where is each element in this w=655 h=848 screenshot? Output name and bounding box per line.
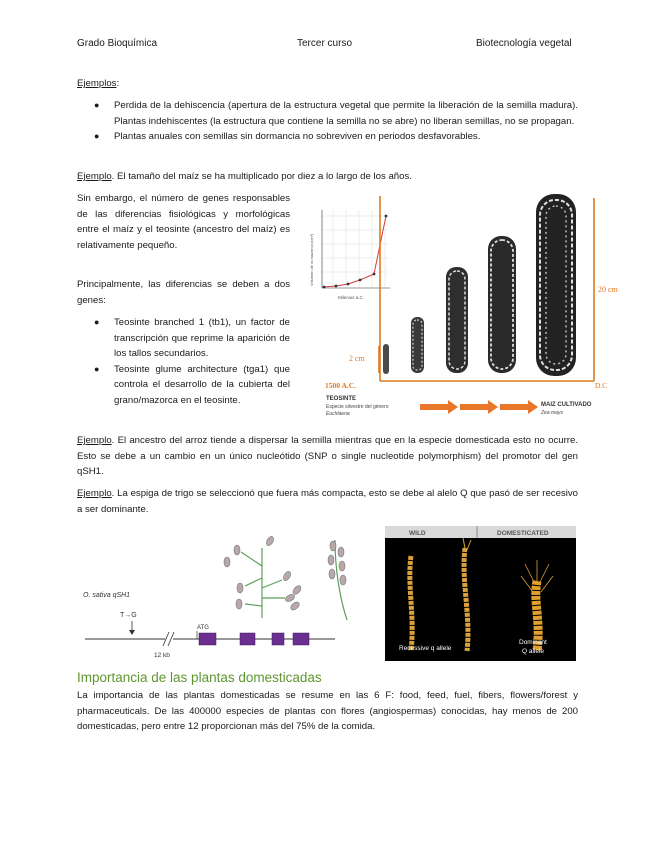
scale-2cm: 2 cm <box>349 354 365 363</box>
scale-20cm: 20 cm <box>598 285 618 294</box>
inset-point <box>385 215 388 218</box>
cultivated-species: Zea mays <box>541 410 563 416</box>
dominant-label-1: Dominant <box>519 639 547 646</box>
teosinte-genus: Euchlaena <box>326 411 350 417</box>
gene-list <box>77 315 290 409</box>
list-item <box>77 362 290 409</box>
wild-label: WILD <box>409 530 426 537</box>
header-center: Tercer curso <box>297 38 353 49</box>
wheat-bg <box>385 526 576 661</box>
list-item <box>77 98 578 129</box>
wild-rice-panicle <box>241 548 285 618</box>
inset-point <box>323 286 326 289</box>
section-title: Importancia de las plantas domesticadas <box>77 670 322 685</box>
cob-cultivated <box>536 194 576 376</box>
bullet-text: Perdida de la dehiscencia (apertura de la estructura vegetal que permite la liberación de la semilla madura). Plantas indehiscentes (la estructura que contiene la semilla no se abre) no liberan semillas, no se propagan. <box>114 100 578 127</box>
recessive-label: Recessive q allele <box>399 645 452 652</box>
teosinte-label: TEOSINTE <box>326 396 357 402</box>
wheat-example <box>77 486 578 517</box>
distance-label: 12 kb <box>154 652 170 659</box>
maize-evolution-figure <box>308 186 630 424</box>
teosinte-desc: Especie silvestre del género <box>326 404 389 410</box>
cultivated-label: MAIZ CULTIVADO <box>541 402 592 408</box>
rice-grains <box>224 535 303 611</box>
sin-embargo-paragraph: Sin embargo, el número de genes responsables de las diferencias fisiológicas y morfológicas entre el maíz y el teosinte (ancestro del maíz) es relativamente pequeño. <box>77 193 290 251</box>
bullet-icon: ● <box>94 131 100 142</box>
cob-teosinte <box>383 344 389 374</box>
snp-label: T→G <box>120 612 137 619</box>
domesticated-label: DOMESTICATED <box>497 530 549 537</box>
gene-text: Teosinte glume architecture (tga1) que controla el desarrollo de la cubierta del grano/mazorca en el teosinte. <box>114 363 290 406</box>
wheat-sentence: . La espiga de trigo se seleccionó que fuera más compacta, esto se debe al alelo Q que pasó de ser recesivo a ser dominante. <box>77 488 578 515</box>
inset-point <box>347 283 350 286</box>
maize-sentence: . El tamaño del maíz se ha multiplicado por diez a lo largo de los años. <box>111 171 412 182</box>
timeline-start: 1500 A.C. <box>325 381 357 390</box>
bullet-text: Plantas anuales con semillas sin dormancia no sobreviven en periodos desfavorables. <box>114 131 481 143</box>
gene-text: Teosinte branched 1 (tb1), un factor de transcripción que reprime la aparición de los tallos secundarios. <box>114 317 290 360</box>
inset-point <box>335 285 338 288</box>
ejemplos-label: Ejemplos <box>77 78 117 89</box>
inset-xlabel: Milenios a.C. <box>338 295 365 300</box>
ejemplos-list <box>77 98 578 145</box>
exon <box>199 633 216 645</box>
rice-sentence: . El ancestro del arroz tiende a dispersar la semilla mientras que en la especie domesticada esto no ocurre. Esto se debe a un cambio en un único nucleótido (SNP o single nucleotide polymorphism) del promotor del gen qSH1. <box>77 435 578 478</box>
wheat-q-allele-figure <box>385 526 576 661</box>
list-item <box>77 315 290 362</box>
rice-species-label: O. sativa qSH1 <box>83 592 131 599</box>
rice-example <box>77 433 578 480</box>
exon <box>272 633 284 645</box>
inset-point <box>373 273 376 276</box>
inset-point <box>359 279 362 282</box>
closing-paragraph: La importancia de las plantas domesticadas se resume en las 6 F: food, feed, fuel, fibers, flowers/forest y pharmaceuticals. De las 400000 especies de plantas con flores (angiospermas) conocidas, hay menos de 200 domesticadas, pero entre 12 proporcionan más del 75% de la comida. <box>77 690 578 733</box>
bullet-icon: ● <box>94 363 100 374</box>
domesticated-rice-panicle <box>328 540 347 620</box>
inset-ylabel: Volumen de la mazorca (cm³) <box>309 233 314 286</box>
cob-2 <box>411 317 424 373</box>
ejemplos-heading <box>77 76 119 92</box>
snp-arrow-head <box>129 630 135 635</box>
exon <box>240 633 255 645</box>
cob-3 <box>446 267 468 373</box>
exon <box>293 633 309 645</box>
principalmente-paragraph: Principalmente, las diferencias se deben a dos genes: <box>77 279 290 306</box>
atg-label: ATG <box>197 625 209 631</box>
bullet-icon: ● <box>94 100 100 110</box>
ejemplos-colon: : <box>116 78 120 89</box>
ejemplo-label: Ejemplo <box>77 171 112 182</box>
bullet-icon: ● <box>94 317 100 327</box>
progression-arrows <box>420 400 538 414</box>
header-left: Grado Bioquímica <box>77 38 158 49</box>
header-right: Biotecnología vegetal <box>476 38 572 49</box>
rice-qsh1-figure <box>77 526 377 662</box>
ejemplo-label: Ejemplo <box>77 435 112 446</box>
maize-example <box>77 169 578 185</box>
dominant-label-2: Q allele <box>522 648 545 655</box>
list-item <box>77 129 578 145</box>
timeline-end: D.C <box>595 381 608 390</box>
cob-4 <box>488 236 516 373</box>
ejemplo-label: Ejemplo <box>77 488 112 499</box>
